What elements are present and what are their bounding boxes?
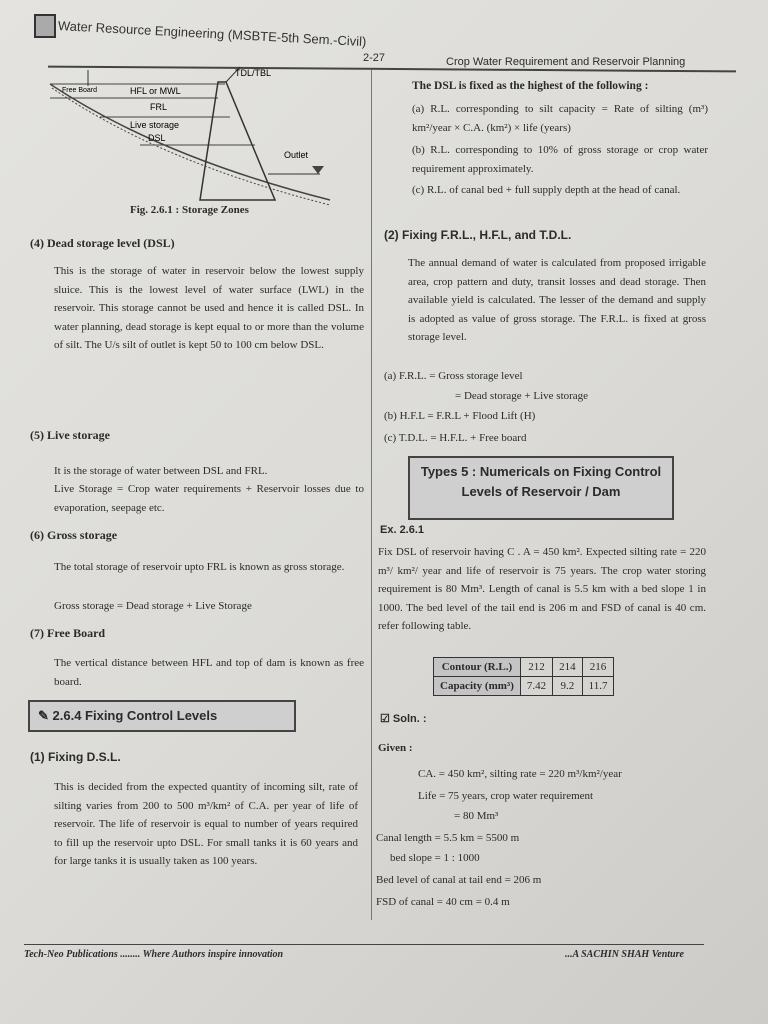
storage-zones-figure: [40, 62, 350, 212]
footer-publisher: Tech-Neo Publications ........ Where Authors inspire innovation: [24, 949, 284, 960]
header-chapter-title: Crop Water Requirement and Reservoir Planning: [446, 56, 686, 68]
checkbox-icon: ☑: [380, 713, 393, 725]
table-cell: 214: [553, 658, 583, 677]
header-book-title: Water Resource Engineering (MSBTE-5th Sem.-Civil): [57, 18, 367, 50]
fig-label-dsl: DSL: [148, 133, 166, 143]
column-divider: [371, 70, 372, 920]
fig-label-hfl: HFL or MWL: [130, 86, 181, 96]
fig-label-freeboard: Free Board: [62, 87, 98, 94]
table-row: [434, 677, 614, 696]
table-cell: 7.42: [520, 677, 552, 696]
given-bed-level: Bed level of canal at tail end = 206 m: [376, 874, 542, 886]
fig-label-live-storage: Live storage: [130, 120, 180, 130]
figure-caption: Fig. 2.6.1 : Storage Zones: [130, 204, 249, 216]
hfl-equation: (b) H.F.L = F.R.L + Flood Lift (H): [384, 410, 536, 422]
footer-rule: [24, 944, 704, 945]
publisher-logo-icon: [34, 14, 56, 38]
table-row: [434, 658, 614, 677]
fixing-frl-heading: (2) Fixing F.R.L., H.F.L, and T.D.L.: [384, 228, 572, 242]
fig-label-outlet: Outlet: [284, 150, 309, 160]
fig-label-tdl: TDL/TBL: [235, 68, 272, 78]
section-5-text-1: It is the storage of water between DSL and FRL.: [54, 465, 268, 477]
section-2-6-4-title: 2.6.4 Fixing Control Levels: [52, 708, 218, 723]
section-6-text-1: The total storage of reservoir upto FRL is known as gross storage.: [54, 561, 345, 573]
given-ca: CA. = 450 km², silting rate = 220 m³/km²/year: [418, 768, 622, 780]
footer-venture: ...A SACHIN SHAH Venture: [565, 949, 684, 960]
fixing-dsl-heading: (1) Fixing D.S.L.: [30, 750, 121, 764]
table-cell: Contour (R.L.): [434, 658, 521, 677]
given-crop-water: = 80 Mm³: [454, 810, 499, 822]
page-header: [28, 8, 718, 68]
fig-label-frl: FRL: [150, 102, 168, 112]
types-5-title: Types 5 : Numericals on Fixing Control Levels of Reservoir / Dam: [420, 464, 662, 499]
section-4-heading: (4) Dead storage level (DSL): [30, 236, 175, 250]
section-5-heading: (5) Live storage: [30, 428, 110, 442]
given-fsd: FSD of canal = 40 cm = 0.4 m: [376, 896, 510, 908]
dsl-criterion-b: (b) R.L. corresponding to 10% of gross storage or crop water requirement approximately.: [412, 144, 708, 175]
dsl-criterion-c: (c) R.L. of canal bed + full supply depth at the head of canal.: [412, 184, 681, 196]
given-heading: Given :: [378, 742, 413, 754]
table-cell: 11.7: [582, 677, 614, 696]
table-cell: Capacity (mm³): [434, 677, 521, 696]
contour-capacity-table: [433, 657, 614, 696]
table-cell: 216: [582, 658, 614, 677]
example-2-6-1-text: Fix DSL of reservoir having C . A = 450 km². Expected silting rate = 220 m³/ km²/ year and life of reservoir is 75 years. The crop water storing requirement is 80 Mm³. Length of canal is 5.5 km with a bed slope 1 in 1000. The bed level of the tail end is 206 m and FSD of canal is 40 cm. refer following table.: [378, 546, 706, 632]
section-7-heading: (7) Free Board: [30, 626, 106, 640]
dsl-criteria-heading: The DSL is fixed as the highest of the following :: [412, 80, 649, 92]
tdl-equation: (c) T.D.L. = H.F.L. + Free board: [384, 432, 527, 444]
types-5-box: [408, 456, 674, 520]
section-6-text-2: Gross storage = Dead storage + Live Storage: [54, 600, 252, 612]
pencil-icon: ✎: [38, 708, 53, 723]
solution-label: Soln. :: [392, 713, 427, 725]
example-2-6-1-heading: Ex. 2.6.1: [380, 524, 425, 536]
given-bed-slope: bed slope = 1 : 1000: [390, 852, 480, 864]
frl-equation-2: = Dead storage + Live storage: [455, 390, 589, 402]
fixing-dsl-text: This is decided from the expected quantity of incoming silt, rate of silting varies from 200 to 500 m³/km² of C.A. per year of life of reservoir. The life of reservoir is equal to number of years required to fill up the reservoir upto DSL. For small tanks it is 60 years and for large tanks it is usually taken as 100 years.: [54, 781, 358, 867]
section-2-6-4-box: [28, 700, 296, 732]
section-5-text-2: Live Storage = Crop water requirements + Reservoir losses due to evaporation, seepage etc.: [54, 483, 364, 514]
table-cell: 212: [520, 658, 552, 677]
given-canal-length: Canal length = 5.5 km = 5500 m: [376, 832, 520, 844]
solution-heading: [380, 712, 427, 725]
header-page-number: 2-27: [363, 52, 386, 64]
table-cell: 9.2: [553, 677, 583, 696]
fixing-frl-text: The annual demand of water is calculated from proposed irrigable area, crop pattern and duty, transit losses and dead storage. Then available yield is calculated. The lesser of the demand and supply is adopted as value of gross storage. The F.R.L. is fixed at gross storage level.: [408, 257, 706, 343]
given-life: Life = 75 years, crop water requirement: [418, 790, 594, 802]
frl-equation-1: (a) F.R.L. = Gross storage level: [384, 370, 523, 382]
section-4-text: This is the storage of water in reservoir below the lowest supply sluice. This is the lowest level of water surface (LWL) in the reservoir. This storage cannot be used and hence it is called DSL. In water planning, dead storage is kept equal to or more than the volume of silt. The U/s silt of outlet is kept 50 to 100 cm below DSL.: [54, 265, 364, 351]
section-7-text: The vertical distance between HFL and top of dam is known as free board.: [54, 657, 364, 688]
dsl-criterion-a: (a) R.L. corresponding to silt capacity = Rate of silting (m³) km²/year × C.A. (km²) × life (years): [412, 103, 708, 134]
section-6-heading: (6) Gross storage: [30, 528, 118, 542]
